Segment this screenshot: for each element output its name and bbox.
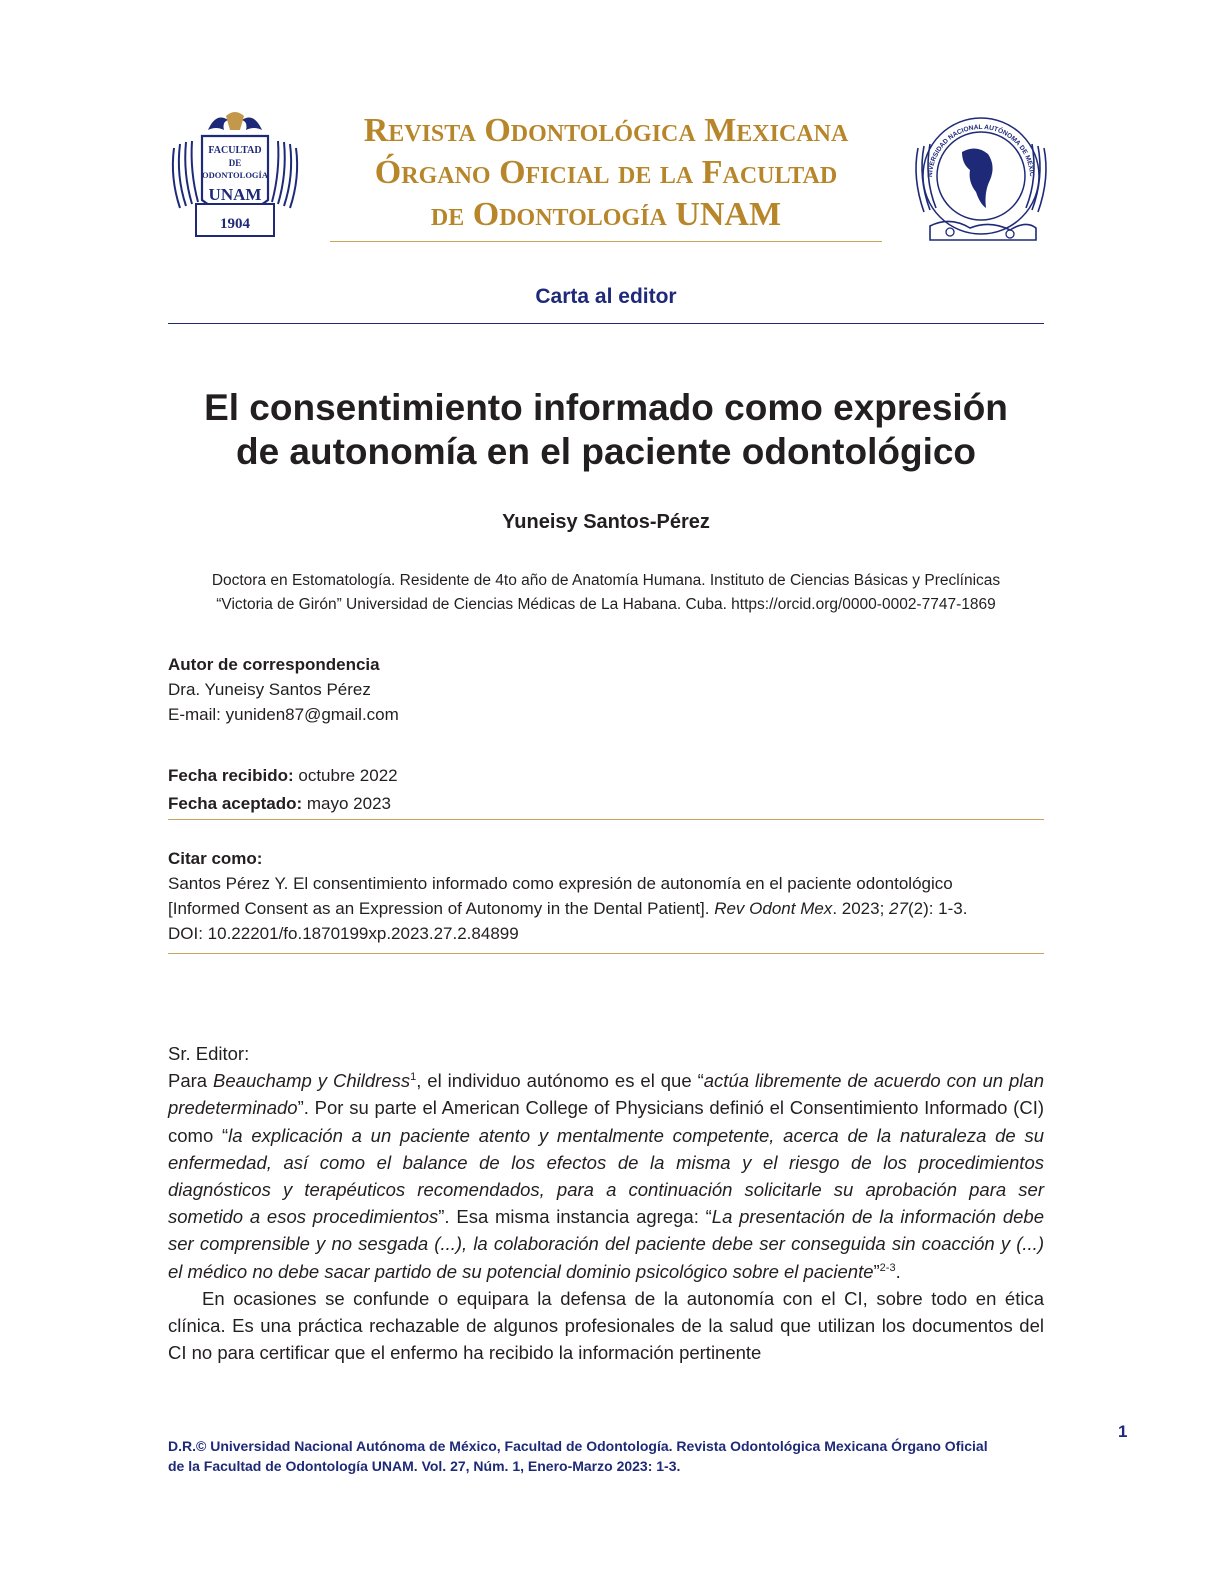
p1-text-c: ”. Por su parte el American College of Physicians definió el Consentimiento Informado (CI) como “ bbox=[168, 1097, 1044, 1146]
header-divider bbox=[330, 241, 882, 242]
affiliation-line2: “Victoria de Girón” Universidad de Ciencias Médicas de La Habana. Cuba. https://orcid.org/0000-0002-7747-1869 bbox=[216, 596, 996, 613]
article-title-line2: de autonomía en el paciente odontológico bbox=[235, 431, 977, 472]
journal-title-line3: de Odontología UNAM bbox=[430, 196, 782, 233]
logo-text-de: DE bbox=[228, 158, 242, 168]
article-title-line1: El consentimiento informado como expresión bbox=[204, 387, 1008, 428]
citation-line1: Santos Pérez Y. El consentimiento informado como expresión de autonomía en el paciente odontológico bbox=[168, 874, 953, 893]
citation-divider bbox=[168, 953, 1044, 954]
footer-line1: D.R.© Universidad Nacional Autónoma de México, Facultad de Odontología. Revista Odontológica Mexicana Órgano Oficial bbox=[168, 1438, 988, 1454]
accepted-date bbox=[168, 790, 768, 818]
salutation: Sr. Editor: bbox=[168, 1043, 250, 1064]
paragraph-1 bbox=[168, 1067, 1044, 1285]
footer-copyright bbox=[168, 1436, 1068, 1476]
p1-text-b: , el individuo autónomo es el que “ bbox=[416, 1070, 704, 1092]
citation-label: Citar como: bbox=[168, 849, 263, 868]
eagle-crest-icon bbox=[166, 108, 304, 244]
citation-volume: 27 bbox=[889, 899, 908, 918]
page-number: 1 bbox=[1118, 1422, 1128, 1441]
logo-text-year: 1904 bbox=[220, 216, 250, 232]
p1-text-f: . bbox=[895, 1260, 901, 1282]
correspondence-block bbox=[168, 652, 768, 727]
unam-logo bbox=[910, 108, 1052, 250]
author-affiliation bbox=[168, 569, 1044, 617]
paragraph-2: En ocasiones se confunde o equipara la defensa de la autonomía con el CI, sobre todo en ética clínica. Es una práctica rechazable de algunos profesionales de la salud que utilizan los documentos del CI no para certificar que el enfermo ha recibido la información pertinente bbox=[168, 1287, 1044, 1364]
p1-text-d: ”. Esa misma instancia agrega: “ bbox=[438, 1206, 712, 1228]
author-name: Yuneisy Santos-Pérez bbox=[502, 511, 710, 533]
p1-authors: Beauchamp y Childress bbox=[213, 1070, 411, 1092]
journal-title-line2: Órgano Oficial de la Facultad bbox=[374, 154, 838, 191]
received-date bbox=[168, 762, 768, 790]
body-text bbox=[168, 1040, 1044, 1366]
seal-arc-text: NIVERSIDAD NACIONAL AUTÓNOMA DE MÉXIC bbox=[926, 123, 1036, 178]
p1-quote-2: la explicación a un paciente atento y mentalmente competente, acerca de la naturaleza de su enfermedad, así como el balance de los efectos de la misma y el riesgo de los procedimientos diagnósticos y terapéuticos recomendados, para a continuación solicitarle su aprobación para ser sometido a esos procedimientos bbox=[168, 1124, 1044, 1228]
citation-line2a: [Informed Consent as an Expression of Autonomy in the Dental Patient]. bbox=[168, 899, 715, 918]
correspondence-name: Dra. Yuneisy Santos Pérez bbox=[168, 680, 371, 699]
affiliation-line1: Doctora en Estomatología. Residente de 4to año de Anatomía Humana. Instituto de Ciencias Básicas y Preclínicas bbox=[211, 572, 1001, 589]
footer-line2: de la Facultad de Odontología UNAM. Vol. 27, Núm. 1, Enero-Marzo 2023: 1-3. bbox=[168, 1458, 681, 1474]
p1-text-e: ” bbox=[873, 1260, 880, 1282]
article-title bbox=[168, 386, 1044, 474]
citation-line2b: . 2023; bbox=[832, 899, 890, 918]
journal-title bbox=[330, 110, 882, 236]
journal-title-line1: Revista Odontológica Mexicana bbox=[363, 112, 849, 149]
citation-block bbox=[168, 846, 1044, 946]
reference-1[interactable]: 1 bbox=[410, 1071, 417, 1084]
correspondence-email[interactable]: E-mail: yuniden87@gmail.com bbox=[168, 705, 399, 724]
logo-text-facultad: FACULTAD bbox=[208, 145, 262, 156]
dates-block bbox=[168, 762, 768, 818]
accepted-value: mayo 2023 bbox=[302, 794, 391, 813]
received-label: Fecha recibido: bbox=[168, 766, 294, 785]
section-label: Carta al editor bbox=[535, 285, 677, 308]
citation-journal: Rev Odont Mex bbox=[714, 899, 833, 918]
citation-doi[interactable]: DOI: 10.22201/fo.1870199xp.2023.27.2.84899 bbox=[168, 924, 519, 943]
unam-seal-icon bbox=[910, 108, 1052, 250]
reference-2-3[interactable]: 2-3 bbox=[879, 1261, 896, 1274]
logo-text-odontologia: ODONTOLOGÍA bbox=[202, 170, 268, 180]
correspondence-label: Autor de correspondencia bbox=[168, 655, 380, 674]
p1-quote-3: La presentación de la información debe ser comprensible y no sesgada (...), la colaboración del paciente debe ser conseguida sin coacción y (...) el médico no debe sacar partido de su potencial dominio psicológico sobre el paciente bbox=[168, 1206, 1044, 1282]
p1-quote-1: actúa libremente de acuerdo con un plan predeterminado bbox=[168, 1070, 1044, 1119]
facultad-logo bbox=[166, 108, 304, 244]
citation-line2c: (2): 1-3. bbox=[907, 899, 968, 918]
dates-divider bbox=[168, 819, 1044, 820]
logo-text-unam: UNAM bbox=[208, 185, 262, 204]
p1-text-a: Para bbox=[168, 1070, 214, 1092]
accepted-label: Fecha aceptado: bbox=[168, 794, 303, 813]
section-divider bbox=[168, 323, 1044, 324]
citation-line2 bbox=[168, 896, 1044, 921]
received-value: octubre 2022 bbox=[293, 766, 398, 785]
